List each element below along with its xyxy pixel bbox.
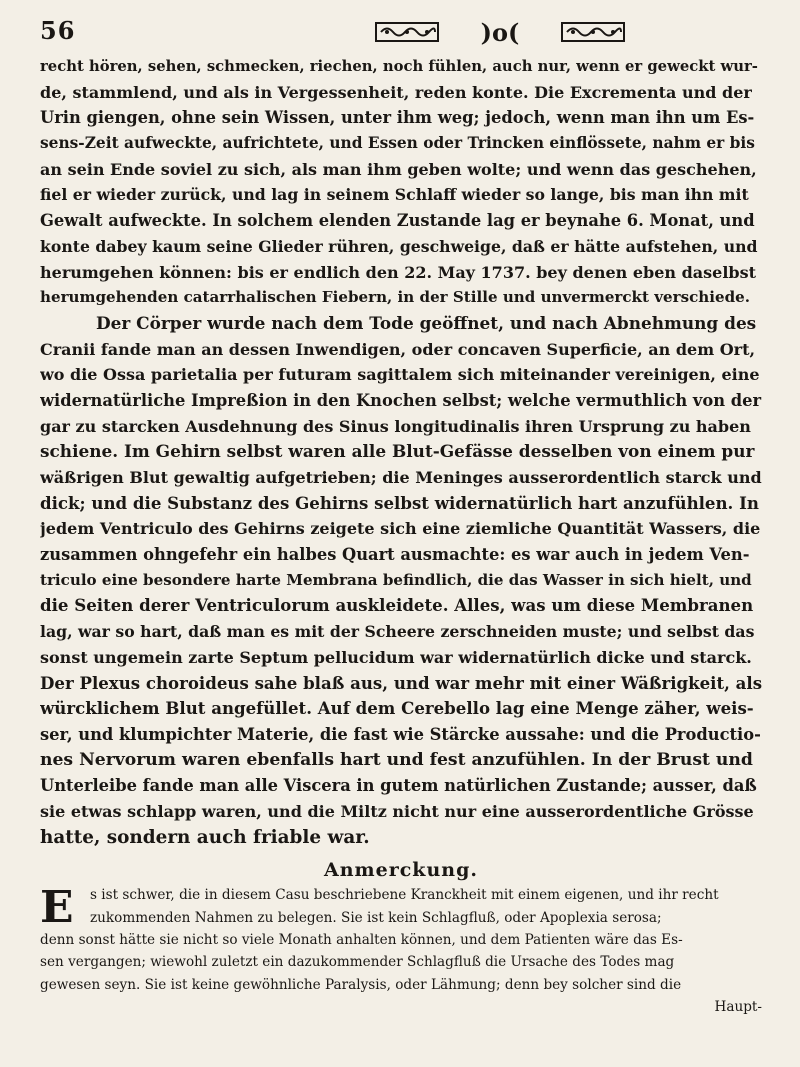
text-line: sonst ungemein zarte Septum pellucidum war widernatürlich dicke und starck. bbox=[40, 647, 752, 667]
text-line: schiene. Im Gehirn selbst waren alle Blut-Gefässe desselben von einem pur bbox=[40, 441, 755, 462]
text-line: Unterleibe fande man alle Viscera in gutem natürlichen Zustande; ausser, daß bbox=[40, 776, 757, 796]
note-line: sen vergangen; wiewohl zuletzt ein dazukommender Schlagfluß die Ursache des Todes mag bbox=[40, 954, 675, 971]
note-line: zukommenden Nahmen zu belegen. Sie ist kein Schlagfluß, oder Apoplexia serosa; bbox=[90, 909, 662, 926]
text-line: nes Nervorum waren ebenfalls hart und fest anzufühlen. In der Brust und bbox=[40, 749, 753, 770]
text-line: die Seiten derer Ventriculorum auskleidete. Alles, was um diese Membranen bbox=[40, 595, 754, 616]
text-line: hatte, sondern auch friable war. bbox=[40, 826, 370, 848]
catchword: Haupt- bbox=[714, 999, 762, 1016]
ornament-center: )o( bbox=[480, 17, 520, 47]
page-number: 56 bbox=[40, 16, 76, 45]
text-line: widernatürliche Impreßion in den Knochen selbst; welche vermuthlich von der bbox=[40, 390, 762, 410]
text-line: jedem Ventriculo des Gehirns zeigete sich eine ziemliche Quantität Wassers, die bbox=[40, 519, 761, 539]
text-line: konte dabey kaum seine Glieder rühren, geschweige, daß er hätte aufstehen, und bbox=[40, 236, 758, 256]
text-line: Cranii fande man an dessen Inwendigen, oder concaven Superficie, an dem Ort, bbox=[40, 339, 756, 359]
note-line: gewesen seyn. Sie ist keine gewöhnliche Paralysis, oder Lähmung; denn bey solcher sind die bbox=[40, 976, 682, 993]
text-line: herumgehenden catarrhalischen Fiebern, in der Stille und unvermerckt verschiede. bbox=[40, 288, 750, 307]
text-line: dick; und die Substanz des Gehirns selbst widernatürlich hart anzufühlen. In bbox=[40, 492, 759, 513]
text-line: an sein Ende soviel zu sich, als man ihm geben wolte; und wenn das geschehen, bbox=[40, 159, 757, 179]
ornament-right-icon bbox=[561, 21, 625, 43]
text-line: Gewalt aufweckte. In solchem elenden Zustande lag er beynahe 6. Monat, und bbox=[40, 211, 755, 231]
drop-cap-initial: E bbox=[40, 882, 74, 934]
main-text bbox=[40, 54, 762, 1019]
text-line: recht hören, sehen, schmecken, riechen, noch fühlen, auch nur, wenn er geweckt wur- bbox=[40, 58, 758, 75]
text-line: triculo eine besondere harte Membrana befindlich, die das Wasser in sich hielt, und bbox=[40, 570, 752, 589]
text-line: wo die Ossa parietalia per futuram sagittalem sich miteinander vereinigen, eine bbox=[40, 365, 760, 385]
text-line: fiel er wieder zurück, und lag in seinem Schlaff wieder so lange, bis man ihn mit bbox=[40, 185, 749, 205]
header-ornament bbox=[375, 18, 625, 46]
page-header bbox=[40, 12, 762, 52]
text-line: Urin giengen, ohne sein Wissen, unter ihm weg; jedoch, wenn man ihn um Es- bbox=[40, 108, 755, 128]
text-line: herumgehen können: bis er endlich den 22. May 1737. bey denen eben daselbst bbox=[40, 262, 756, 282]
annotation-block bbox=[40, 884, 762, 1018]
text-line: lag, war so hart, daß man es mit der Scheere zerschneiden muste; und selbst das bbox=[40, 622, 755, 642]
note-line: s ist schwer, die in diesem Casu beschriebene Kranckheit mit einem eigenen, und ihr recht bbox=[90, 887, 719, 904]
text-line: sie etwas schlapp waren, und die Miltz nicht nur eine ausserordentliche Grösse bbox=[40, 801, 754, 821]
text-line: zusammen ohngefehr ein halbes Quart ausmachte: es war auch in jedem Ven- bbox=[40, 545, 750, 565]
text-line: ser, und klumpichter Materie, die fast wie Stärcke aussahe: und die Productio- bbox=[40, 724, 761, 744]
text-line: würcklichem Blut angefüllet. Auf dem Cerebello lag eine Menge zäher, weis- bbox=[40, 698, 754, 719]
note-line: denn sonst hätte sie nicht so viele Monath anhalten können, und dem Patienten wäre das Es- bbox=[40, 932, 683, 949]
text-line: de, stammlend, und als in Vergessenheit, reden konte. Die Excrementa und der bbox=[40, 82, 752, 102]
text-line: gar zu starcken Ausdehnung des Sinus longitudinalis ihren Ursprung zu haben bbox=[40, 416, 751, 436]
ornament-left-icon bbox=[375, 21, 439, 43]
text-line: Der Plexus choroideus sahe blaß aus, und war mehr mit einer Wäßrigkeit, als bbox=[40, 672, 762, 693]
section-heading: Anmerckung. bbox=[323, 859, 479, 882]
text-line: Der Cörper wurde nach dem Tode geöffnet, und nach Abnehmung des bbox=[96, 312, 757, 333]
text-line: wäßrigen Blut gewaltig aufgetrieben; die Meninges ausserordentlich starck und bbox=[40, 468, 762, 487]
text-line: sens-Zeit aufweckte, aufrichtete, und Essen oder Trincken einflössete, nahm er bis bbox=[40, 134, 755, 153]
